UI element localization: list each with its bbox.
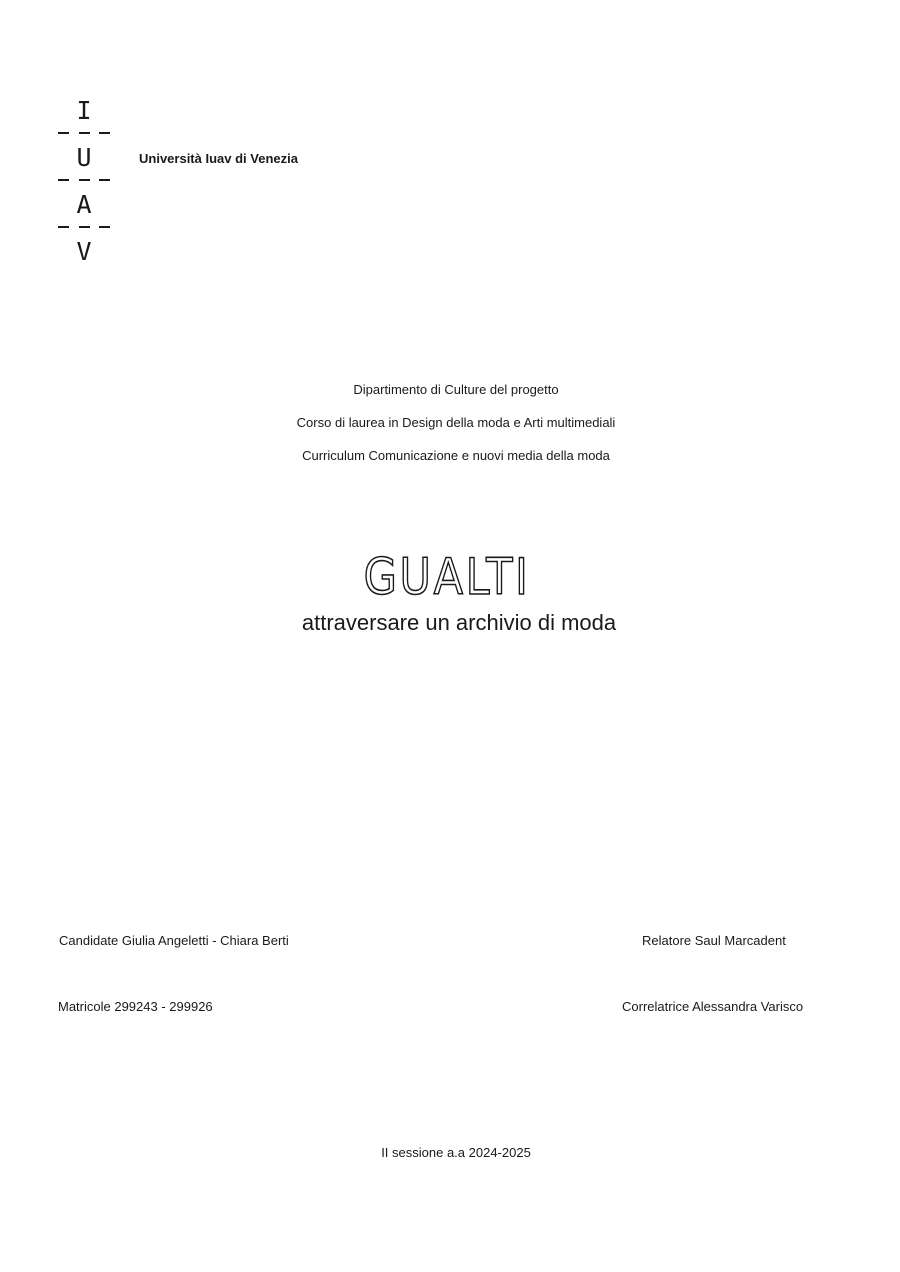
- thesis-title: [63, 548, 832, 606]
- university-name: Università Iuav di Venezia: [139, 151, 298, 166]
- student-ids: Matricole 299243 - 299926: [58, 999, 213, 1014]
- supervisor: Relatore Saul Marcadent: [642, 933, 786, 948]
- thesis-subtitle: attraversare un archivio di moda: [301, 610, 617, 635]
- iuav-logo: [58, 98, 110, 264]
- thesis-title-text: GUALTI: [363, 548, 531, 606]
- academic-session: II sessione a.a 2024-2025: [381, 1145, 531, 1160]
- co-supervisor: Correlatrice Alessandra Varisco: [622, 999, 804, 1014]
- curriculum-line: Curriculum Comunicazione e nuovi media della moda: [302, 448, 610, 463]
- department-line: Dipartimento di Culture del progetto: [353, 382, 559, 397]
- logo-divider: [58, 132, 110, 134]
- logo-letter-a: A: [76, 190, 92, 219]
- degree-course-line: Corso di laurea in Design della moda e Arti multimediali: [296, 415, 616, 430]
- candidates: Candidate Giulia Angeletti - Chiara Berti: [59, 933, 289, 948]
- logo-divider: [58, 226, 110, 228]
- logo-letter-u: U: [76, 143, 92, 172]
- logo-letter-i: I: [76, 96, 92, 125]
- logo-divider: [58, 179, 110, 181]
- logo-letter-v: V: [76, 237, 92, 266]
